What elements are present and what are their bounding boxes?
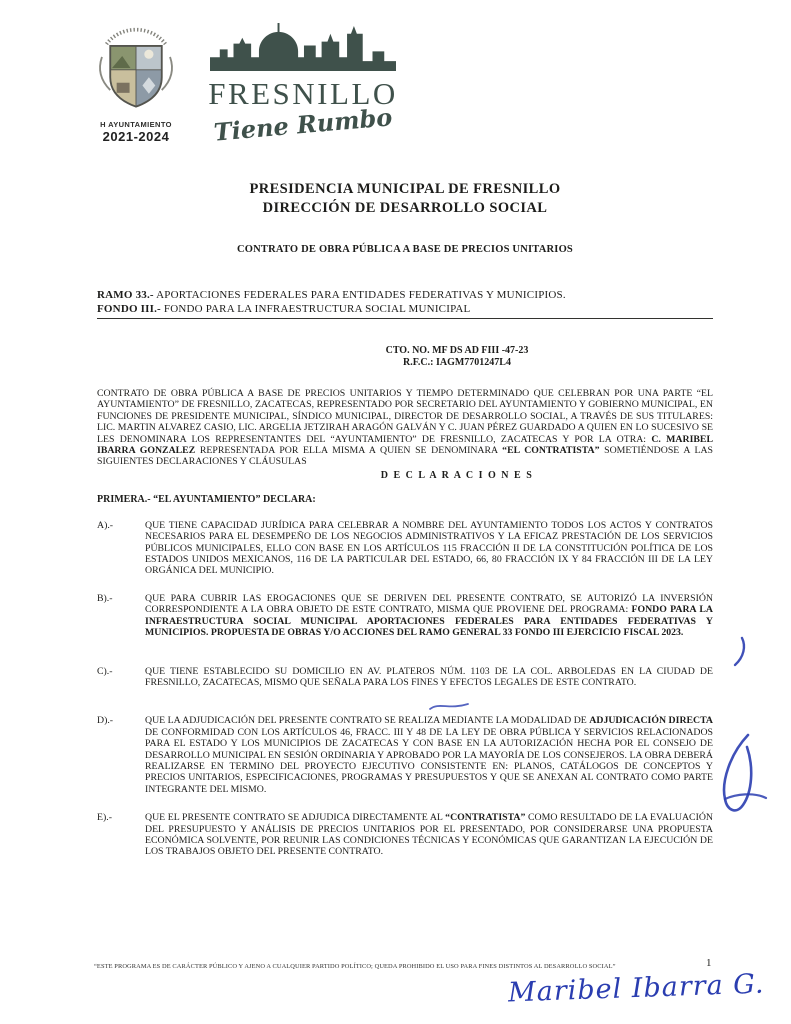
document-body	[97, 180, 713, 858]
clause-a-text: QUE TIENE CAPACIDAD JURÍDICA PARA CELEBRAR A NOMBRE DEL AYUNTAMIENTO TODOS LOS ACTOS Y CONTRATOS NECESARIOS PARA EL DESEMPEÑO DE LOS NEGOCIOS ADMINISTRATIVOS Y LA EFICAZ PRESTACIÓN DE LOS SERVICIOS PÚBLICOS MUNICIPALES, ELLO CON BASE EN LOS ARTÍCULOS 115 FRACCIÓN II DE LA CONSTITUCIÓN POLÍTICA DE LOS ESTADOS UNIDOS MEXICANOS, 116 DE LA PARTICULAR DEL ESTADO, 66, 80 FRACCIÓN IX Y 84 FRACCIÓN III DE LA LEY ORGÁNICA DEL MUNICIPIO.	[145, 519, 713, 577]
program-ramo-line: RAMO 33.- APORTACIONES FEDERALES PARA ENTIDADES FEDERATIVAS Y MUNICIPIOS.	[97, 289, 566, 301]
municipal-seal-block	[84, 22, 188, 144]
clause-e	[97, 812, 713, 858]
clause-c-label: C).-	[97, 665, 113, 677]
title-line-2: DIRECCIÓN DE DESARROLLO SOCIAL	[262, 200, 548, 216]
brand-wordmark: FRESNILLO	[208, 76, 398, 111]
clause-c	[97, 666, 713, 689]
pen-mark-flourish	[712, 732, 772, 822]
contract-rfc: R.F.C.: IAGM7701247L4	[403, 357, 511, 368]
pen-mark-scribble	[428, 700, 470, 712]
seal-org-label: H AYUNTAMIENTO	[100, 120, 172, 129]
clause-d-label: D).-	[97, 715, 114, 727]
brand-tagline: Tiene Rumbo	[212, 102, 394, 147]
fresnillo-brand-block	[196, 22, 410, 147]
clause-a	[97, 520, 713, 577]
clause-a-label: A).-	[97, 519, 114, 531]
municipal-coat-of-arms-icon	[90, 22, 182, 114]
document-title	[97, 180, 713, 218]
clause-d	[97, 715, 713, 795]
clause-b	[97, 593, 713, 639]
page-number: 1	[706, 957, 712, 969]
clause-d-text: QUE LA ADJUDICACIÓN DEL PRESENTE CONTRATO SE REALIZA MEDIANTE LA MODALIDAD DE ADJUDICACIÓN DIRECTA DE CONFORMIDAD CON LOS ARTÍCULOS 46, FRACC. III Y 48 DE LA LEY DE OBRA PÚBLICA Y SERVICIOS RELACIONADOS PARA EL ESTADO Y LOS MUNICIPIOS DE ZACATECAS Y CON BASE EN LA AUTORIZACIÓN HECHA POR EL CONSEJO DE DESARROLLO MUNICIPAL EN SESIÓN ORDINARIA Y APROBADO POR LA MAYORÍA DE LOS CONSEJEROS. LA OBRA DEBERÁ REALIZARSE EN TERMINO DEL PROYECTO EJECUTIVO CONSISTENTE EN: PLANOS, CATÁLOGOS DE CONCEPTOS Y PRECIOS UNITARIOS, ESPECIFICACIONES, PROGRAMAS Y PRESUPUESTOS Y QUE SE ANEXAN AL CONTRATO COMO PARTE INTEGRANTE DEL MISMO.	[145, 715, 714, 795]
footer-disclaimer: “ESTE PROGRAMA ES DE CARÁCTER PÚBLICO Y AJENO A CUALQUIER PARTIDO POLÍTICO; QUEDA PROHIBIDO EL USO PARA FINES DISTINTOS AL DESARROLLO SOCIAL”	[94, 963, 616, 970]
program-block	[97, 288, 713, 319]
fresnillo-skyline-icon	[210, 22, 396, 71]
pen-mark-small	[731, 636, 749, 668]
title-line-1: PRESIDENCIA MUNICIPAL DE FRESNILLO	[249, 181, 561, 197]
primera-heading: PRIMERA.- “EL AYUNTAMIENTO” DECLARA:	[97, 493, 316, 505]
program-fondo-line: FONDO III.- FONDO PARA LA INFRAESTRUCTURA SOCIAL MUNICIPAL	[97, 303, 471, 315]
declarations-heading: D E C L A R A C I O N E S	[380, 469, 534, 481]
seal-term-label: 2021-2024	[102, 129, 170, 144]
document-subtitle: CONTRATO DE OBRA PÚBLICA A BASE DE PRECIOS UNITARIOS	[237, 244, 573, 255]
clause-b-label: B).-	[97, 592, 113, 604]
contract-number: CTO. NO. MF DS AD FIII -47-23	[385, 345, 529, 356]
handwritten-signature: Maribel Ibarra G.	[507, 968, 765, 1009]
clause-c-text: QUE TIENE ESTABLECIDO SU DOMICILIO EN AV. PLATEROS NÚM. 1103 DE LA COL. ARBOLEDAS EN LA CIUDAD DE FRESNILLO, ZACATECAS, MISMO QUE SEÑALA PARA LOS FINES Y EFECTOS LEGALES DE ESTE CONTRATO.	[145, 665, 713, 688]
intro-paragraph: CONTRATO DE OBRA PÚBLICA A BASE DE PRECIOS UNITARIOS Y TIEMPO DETERMINADO QUE CELEBRAN POR UNA PARTE “EL AYUNTAMIENTO” DE FRESNILLO, ZACATECAS, REPRESENTADO POR SECRETARIO DEL AYUNTAMIENTO Y GOBIERNO MUNICIPAL, EN FUNCIONES DE PRESIDENTE MUNICIPAL, SÍNDICO MUNICIPAL, DIRECTOR DE DESARROLLO SOCIAL, A TRAVÉS DE SUS TITULARES: LIC. MARTIN ALVAREZ CASIO, LIC. ARGELIA JETZIRAH ARAGÓN GALVÁN Y C. JUAN PÉREZ GUARDADO A QUIEN EN LO SUCESIVO SE LES DENOMINARA LOS REPRESENTANTES DEL “AYUNTAMIENTO” DE FRESNILLO, ZACATECAS Y POR LA OTRA: C. MARIBEL IBARRA GONZALEZ REPRESENTADA POR ELLA MISMA A QUIEN SE DENOMINARA “EL CONTRATISTA” SOMETIÉNDOSE A LAS SIGUIENTES DECLARACIONES Y CLÁUSULAS	[97, 388, 713, 468]
clause-e-text: QUE EL PRESENTE CONTRATO SE ADJUDICA DIRECTAMENTE AL “CONTRATISTA” COMO RESULTADO DE LA EVALUACIÓN DEL PRESUPUESTO Y ANÁLISIS DE PRECIOS UNITARIOS POR EL PRESENTADO, POR CONSIDERARSE UNA PROPUESTA ECONÓMICA SOLVENTE, POR REUNIR LAS CONDICIONES TÉCNICAS Y ECONÓMICAS QUE GARANTIZAN LA EJECUCIÓN DE LOS TRABAJOS OBJETO DEL PRESENTE CONTRATO.	[145, 812, 713, 858]
clause-e-label: E).-	[97, 812, 112, 824]
clause-b-text: QUE PARA CUBRIR LAS EROGACIONES QUE SE DERIVEN DEL PRESENTE CONTRATO, SE AUTORIZÓ LA INVERSIÓN CORRESPONDIENTE A LA OBRA OBJETO DE ESTE CONTRATO, MISMA QUE PROVIENE DEL PROGRAMA: FONDO PARA LA INFRAESTRUCTURA SOCIAL MUNICIPAL APORTACIONES FEDERALES PARA ENTIDADES FEDERATIVAS Y MUNICIPIOS. PROPUESTA DE OBRAS Y/O ACCIONES DEL RAMO GENERAL 33 FONDO III EJERCICIO FISCAL 2023.	[145, 592, 713, 639]
